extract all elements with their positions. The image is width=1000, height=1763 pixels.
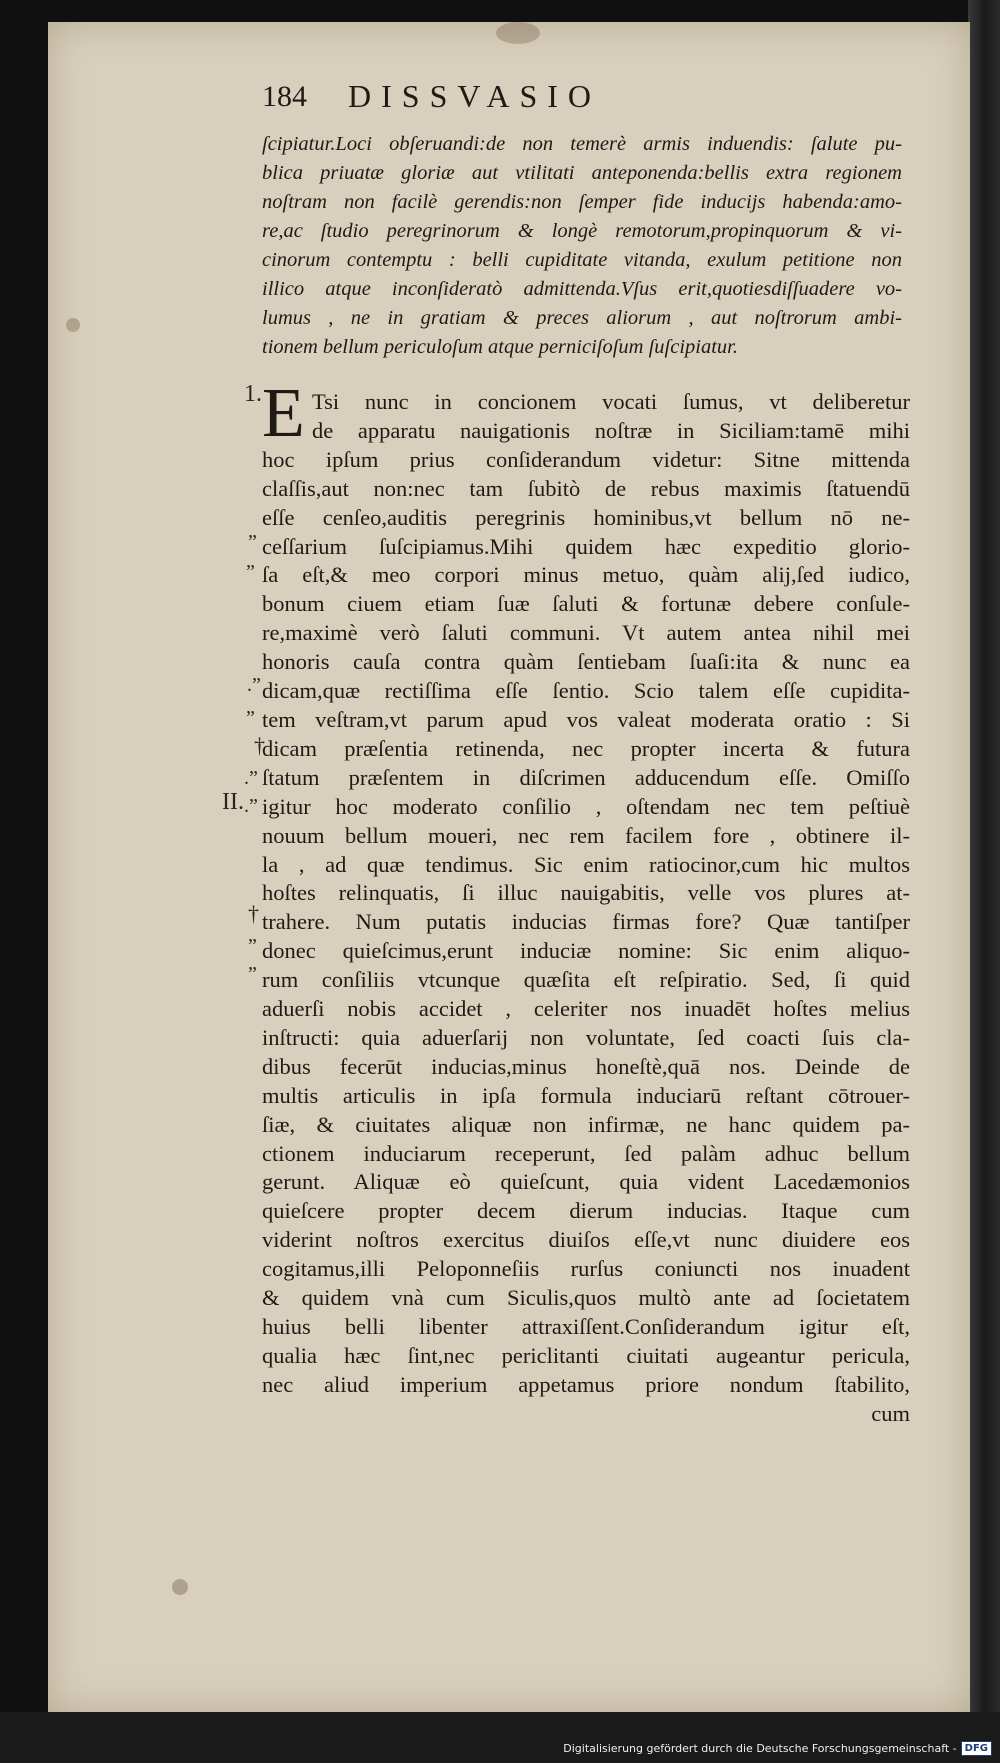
running-title: DISSVASIO [348,78,602,114]
body-line: cogitamus,illi Peloponneſiis rurſus coniuncti nos inuadent [262,1256,910,1282]
chapter-summary [262,130,902,362]
margin-quote-mark: .” [244,795,258,817]
margin-number-2: II. [222,789,244,815]
funding-credit-text: Digitalisierung gefördert durch die Deutsche Forschungsgemeinschaft - [563,1741,957,1755]
footer-bar [0,1712,1000,1763]
summary-line: lumus , ne in gratiam & preces aliorum , aut noſtrorum ambi- [262,307,902,329]
body-line: trahere. Num putatis inducias firmas fore? Quæ tantiſper [262,909,910,935]
body-line: dicam,quæ rectiſſima eſſe ſentio. Scio talem eſſe cupidita- [262,678,910,704]
page-number: 184 [262,80,307,113]
margin-quote-mark: ” [248,531,257,553]
body-line: de apparatu nauigationis noſtræ in Siciliam:tamē mihi [312,417,910,443]
summary-line: ſcipiatur.Loci obſeruandi:de non temerè armis induendis: ſalute pu- [262,133,902,155]
dfg-logo: DFG [961,1741,992,1756]
body-line: ctionem induciarum receperunt, ſed palàm adhuc bellum [262,1140,910,1166]
margin-quote-mark: ” [248,935,257,957]
drop-cap: E [262,375,305,452]
margin-quote-mark: .” [244,767,258,789]
summary-line: noſtram non facilè gerendis:non ſemper fide inducijs habenda:amo- [262,191,902,213]
book-spine-edge [968,0,1000,1730]
body-line: quieſcere propter decem dierum inducias. Itaque cum [262,1198,910,1224]
body-line: bonum ciuem etiam ſuæ ſaluti & fortunæ debere conſule- [262,591,910,617]
margin-dagger-mark: † [248,901,259,926]
body-line: re,maximè verò ſaluti communi. Vt autem antea nihil mei [262,620,910,646]
body-text [262,388,910,1429]
body-line: huius belli libenter attraxiſſent.Conſiderandum igitur eſt, [262,1314,910,1339]
body-line: ſtatum præſentem in diſcrimen adducendum eſſe. Omiſſo [262,764,910,790]
margin-quote-mark: .” [247,674,261,696]
body-line: la , ad quæ tendimus. Sic enim ratiocinor,cum hic multos [262,851,910,877]
margin-dagger-mark: † [254,733,265,758]
summary-line: cinorum contemptu : belli cupiditate vitanda, exulum petitione non [262,249,902,271]
body-line: viderint noſtros exercitus diuiſos eſſe,vt nunc diuidere eos [262,1227,910,1253]
body-line: hoſtes relinquatis, ſi illuc nauigabitis, velle vos plures at- [262,880,910,906]
funding-credit [563,1737,992,1759]
catchword: cum [871,1400,910,1426]
body-line: dibus fecerūt inducias,minus honeſtè,quā nos. Deinde de [262,1053,910,1079]
body-line: hoc ipſum prius conſiderandum videtur: Sitne mittenda [262,446,910,472]
summary-line: tionem bellum periculoſum atque perniciſoſum ſuſcipiatur. [262,336,738,358]
body-line: igitur hoc moderato conſilio , oſtendam nec tem peſtiuè [262,793,910,819]
body-line: ceſſarium ſuſcipiamus.Mihi quidem hæc expeditio glorio- [262,533,910,559]
body-line: dicam præſentia retinenda, nec propter incerta & futura [262,735,910,761]
body-line: multis articulis in ipſa formula induciarū reſtant cōtrouer- [262,1082,910,1108]
ink-spot [172,1579,188,1595]
summary-line: illico atque inconſideratò admittenda.Vſus erit,quotiesdiſſuadere vo- [262,278,902,300]
body-line: claſſis,aut non:nec tam ſubitò de rebus maximis ſtatuendū [262,475,910,501]
margin-quote-mark: ” [246,561,255,583]
ink-spot [496,22,540,44]
body-line: Tsi nunc in concionem vocati ſumus, vt deliberetur [312,389,910,414]
body-line: donec quieſcimus,erunt induciæ nomine: Sic enim aliquo- [262,938,910,964]
body-line: ſiæ, & ciuitates aliquæ non infirmæ, ne hanc quidem pa- [262,1111,910,1137]
margin-quote-mark: ” [246,707,255,729]
body-line: rum conſiliis vtcunque quæſita eſt reſpiratio. Sed, ſi quid [262,967,910,993]
margin-quote-mark: ” [248,963,257,985]
summary-line: blica priuatæ gloriæ aut vtilitati anteponenda:bellis extra regionem [262,162,902,184]
body-line: inſtructi: quia aduerſarij non voluntate, ſed coacti ſuis cla- [262,1024,910,1050]
body-line: aduerſi nobis accidet , celeriter nos inuadēt hoſtes melius [262,996,910,1022]
page-header [262,80,902,124]
body-line: qualia hæc ſint,nec periclitanti ciuitati augeantur pericula, [262,1342,910,1368]
body-line: nouum bellum moueri, nec rem facilem fore , obtinere il- [262,822,910,848]
body-line: gerunt. Aliquæ eò quieſcunt, quia vident Lacedæmonios [262,1169,910,1195]
body-line: eſſe cenſeo,auditis peregrinis hominibus,vt bellum nō ne- [262,504,910,530]
body-line: nec aliud imperium appetamus priore nondum ſtabilito, [262,1371,910,1397]
body-line: honoris cauſa contra quàm ſentiebam ſuaſi:ita & nunc ea [262,649,910,675]
margin-number-1: 1. [244,381,262,407]
body-line: tem veſtram,vt parum apud vos valeat moderata oratio : Si [262,706,910,732]
ink-spot [66,318,80,332]
body-line: ſa eſt,& meo corpori minus metuo, quàm alij,ſed iudico, [262,562,910,588]
summary-line: re,ac ſtudio peregrinorum & longè remotorum,propinquorum & vi- [262,220,902,242]
body-line: & quidem vnà cum Siculis,quos multò ante ad ſocietatem [262,1285,910,1311]
